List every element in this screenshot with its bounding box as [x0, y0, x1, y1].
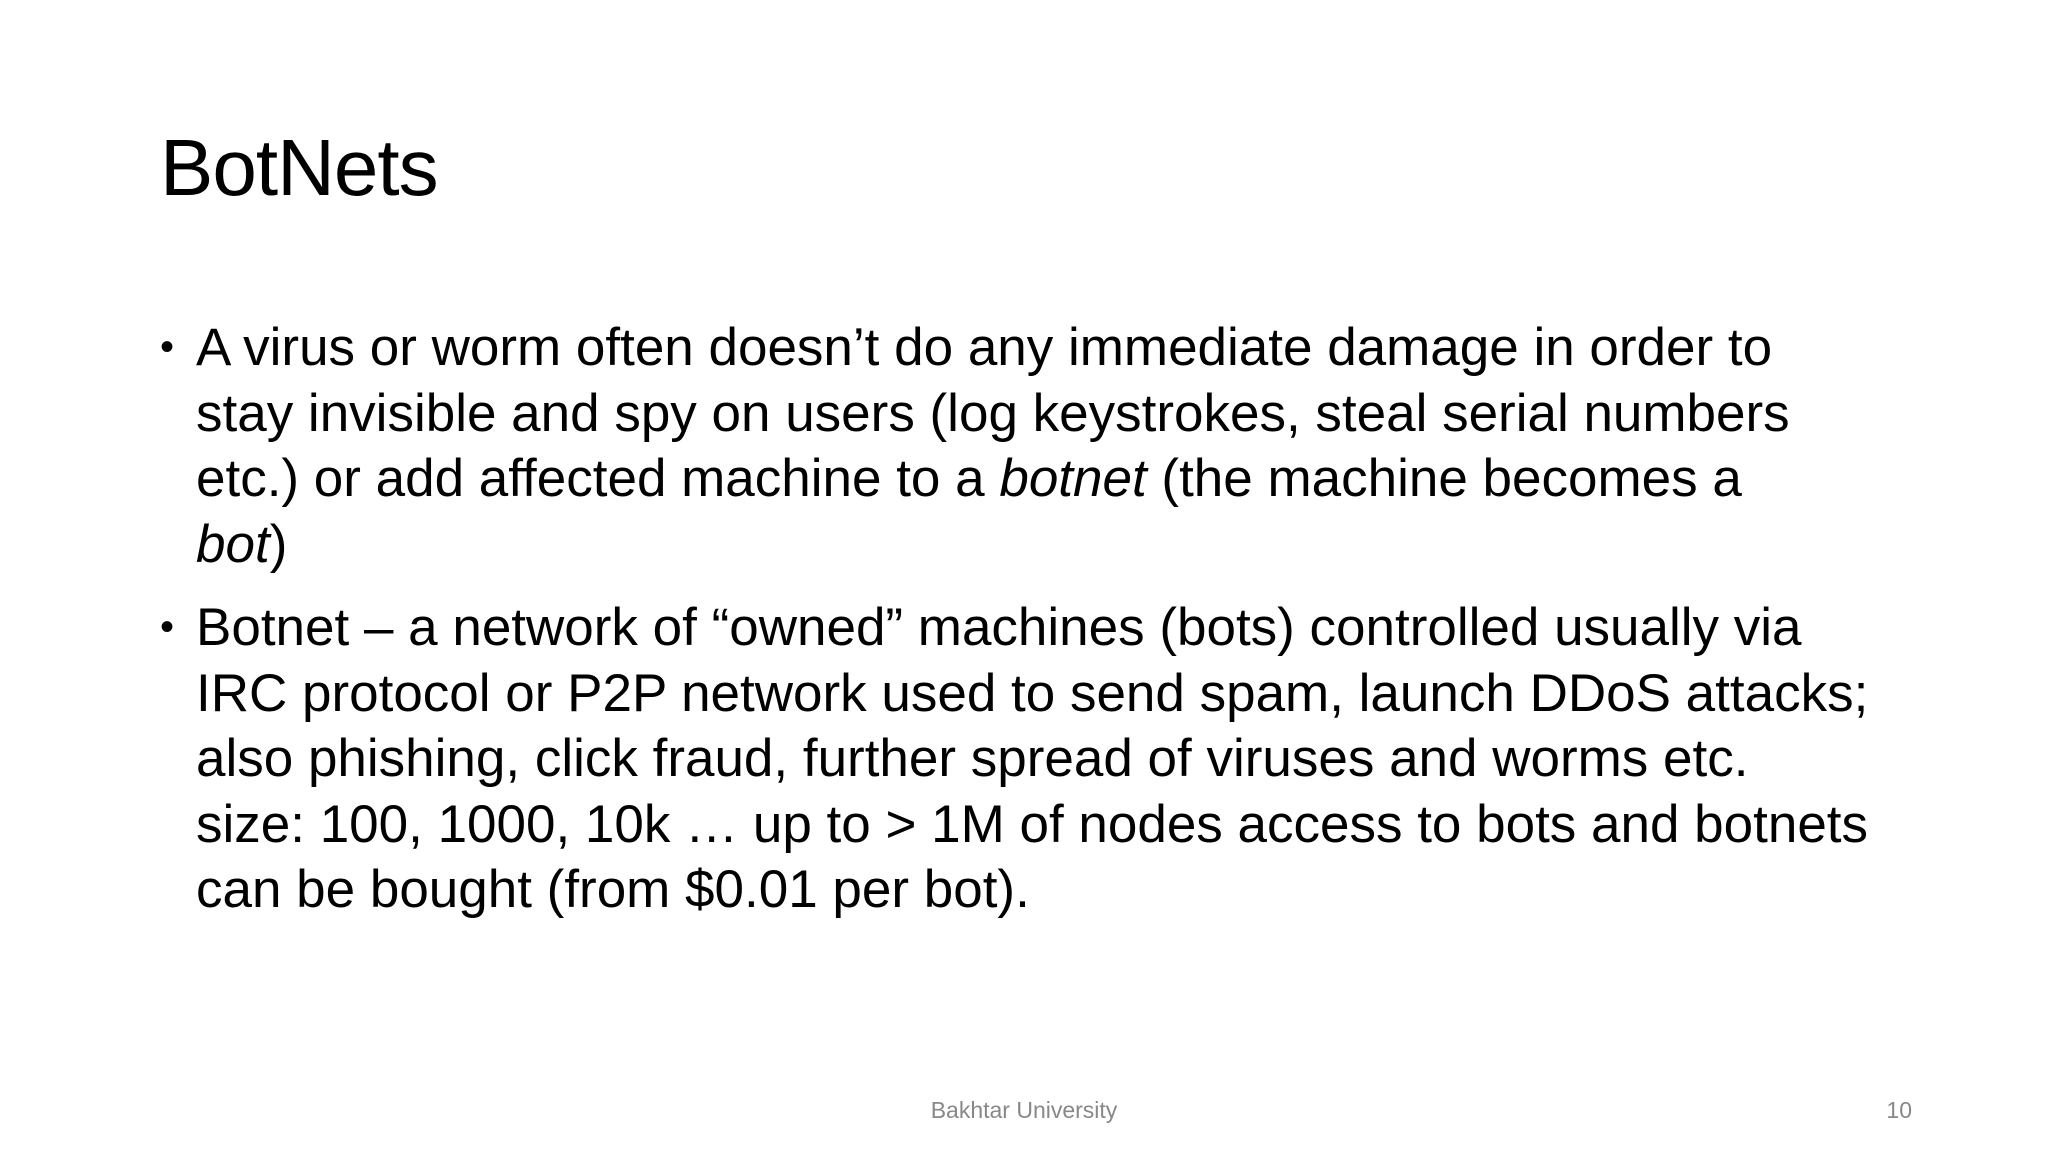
bullet-line: Botnet – a network of “owned” machines (bots) controlled usually via	[196, 598, 1802, 657]
bullet-marker: •	[160, 605, 175, 649]
bullet-line: bot)	[196, 514, 288, 574]
bullet-line: size: 100, 1000, 10k … up to > 1M of nodes access to bots and botnets	[196, 794, 1869, 854]
bullet-line: can be bought (from $0.01 per bot).	[196, 860, 1030, 919]
bullet-item-1	[160, 315, 1940, 577]
bullet-item-2	[160, 595, 1940, 923]
page-number: 10	[1886, 1097, 1912, 1123]
bullet-marker: •	[160, 325, 175, 369]
italic-term: bot	[196, 514, 270, 574]
bullet-line: also phishing, click fraud, further spread of viruses and worms etc.	[196, 729, 1749, 788]
bullet-text	[196, 315, 1940, 577]
bullet-line: stay invisible and spy on users (log keystrokes, steal serial numbers	[196, 383, 1790, 443]
bullet-list	[160, 315, 1940, 941]
italic-term: botnet	[999, 449, 1147, 508]
bullet-text	[196, 595, 1940, 923]
footer-institution: Bakhtar University	[930, 1097, 1118, 1123]
bullet-line: A virus or worm often doesn’t do any immediate damage in order to	[196, 318, 1773, 377]
bullet-line: etc.) or add affected machine to a botnet (the machine becomes a	[196, 449, 1742, 508]
slide-title: BotNets	[160, 123, 438, 212]
bullet-line: IRC protocol or P2P network used to send spam, launch DDoS attacks;	[196, 663, 1869, 723]
